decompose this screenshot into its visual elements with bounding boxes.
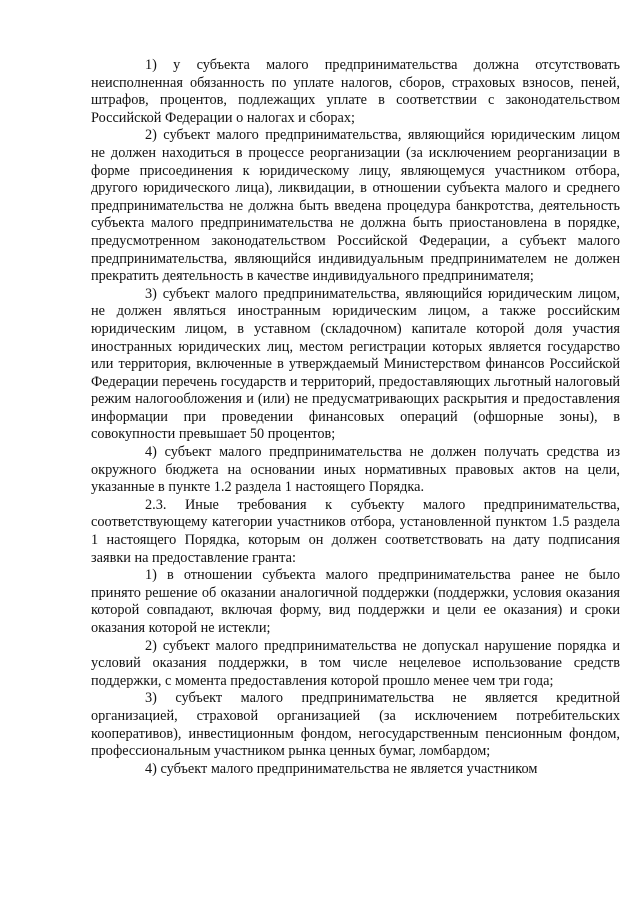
paragraph-other-requirement-2: 2) субъект малого предпринимательства не допускал нарушение порядка и условий оказания поддержки, в том числе нецелевое использование средств поддержки, с момента предоставления которой прошло менее чем три года;	[91, 637, 620, 689]
paragraph-other-requirement-3: 3) субъект малого предпринимательства не является кредитной организацией, страховой организацией (за исключением потребительских кооперативов), инвестиционным фондом, негосударственным пенсионным фондом, профессиональным участником рынка ценных бумаг, ломбардом;	[91, 690, 620, 760]
paragraph-other-requirement-1: 1) в отношении субъекта малого предпринимательства ранее не было принято решение об оказании аналогичной поддержки (поддержки, условия оказания которой совпадают, включая форму, вид поддержки и цели ее оказания) и сроки оказания которой не истекли;	[91, 567, 620, 636]
document-page	[91, 57, 620, 778]
paragraph-requirement-2: 2) субъект малого предпринимательства, являющийся юридическим лицом не должен находиться в процессе реорганизации (за исключением реорганизации в форме присоединения к юридическому лицу, являющемуся участником отбора, другого юридического лица), ликвидации, в отношении субъекта малого и среднего предпринимательства не должна быть введена процедура банкротства, деятельность субъекта малого предпринимательства не должна быть приостановлена в порядке, предусмотренном законодательством Российской Федерации, а субъект малого предпринимательства, являющийся индивидуальным предпринимателем не должен прекратить деятельность в качестве индивидуального предпринимателя;	[91, 127, 620, 285]
paragraph-other-requirement-4: 4) субъект малого предпринимательства не является участником	[145, 760, 538, 777]
paragraph-requirement-1: 1) у субъекта малого предпринимательства должна отсутствовать неисполненная обязанность по уплате налогов, сборов, страховых взносов, пеней, штрафов, процентов, подлежащих уплате в соответствии с законодательством Российской Федерации о налогах и сборах;	[91, 57, 620, 126]
paragraph-section-2-3: 2.3. Иные требования к субъекту малого предпринимательства, соответствующему категории участников отбора, установленной пунктом 1.5 раздела 1 настоящего Порядка, которым он должен соответствовать на дату подписания заявки на предоставление гранта:	[91, 496, 620, 566]
paragraph-requirement-3: 3) субъект малого предпринимательства, являющийся юридическим лицом, не должен являться иностранным юридическим лицом, а также российским юридическим лицом, в уставном (складочном) капитале которой доля участия иностранных юридических лиц, местом регистрации которых является государство или территория, включенные в утверждаемый Министерством финансов Российской Федерации перечень государств и территорий, предоставляющих льготный налоговый режим налогообложения и (или) не предусматривающих раскрытия и предоставления информации при проведении финансовых операций (офшорные зоны), в совокупности превышает 50 процентов;	[91, 285, 620, 443]
paragraph-requirement-4: 4) субъект малого предпринимательства не должен получать средства из окружного бюджета на основании иных нормативных правовых актов на цели, указанные в пункте 1.2 раздела 1 настоящего Порядка.	[91, 444, 620, 496]
